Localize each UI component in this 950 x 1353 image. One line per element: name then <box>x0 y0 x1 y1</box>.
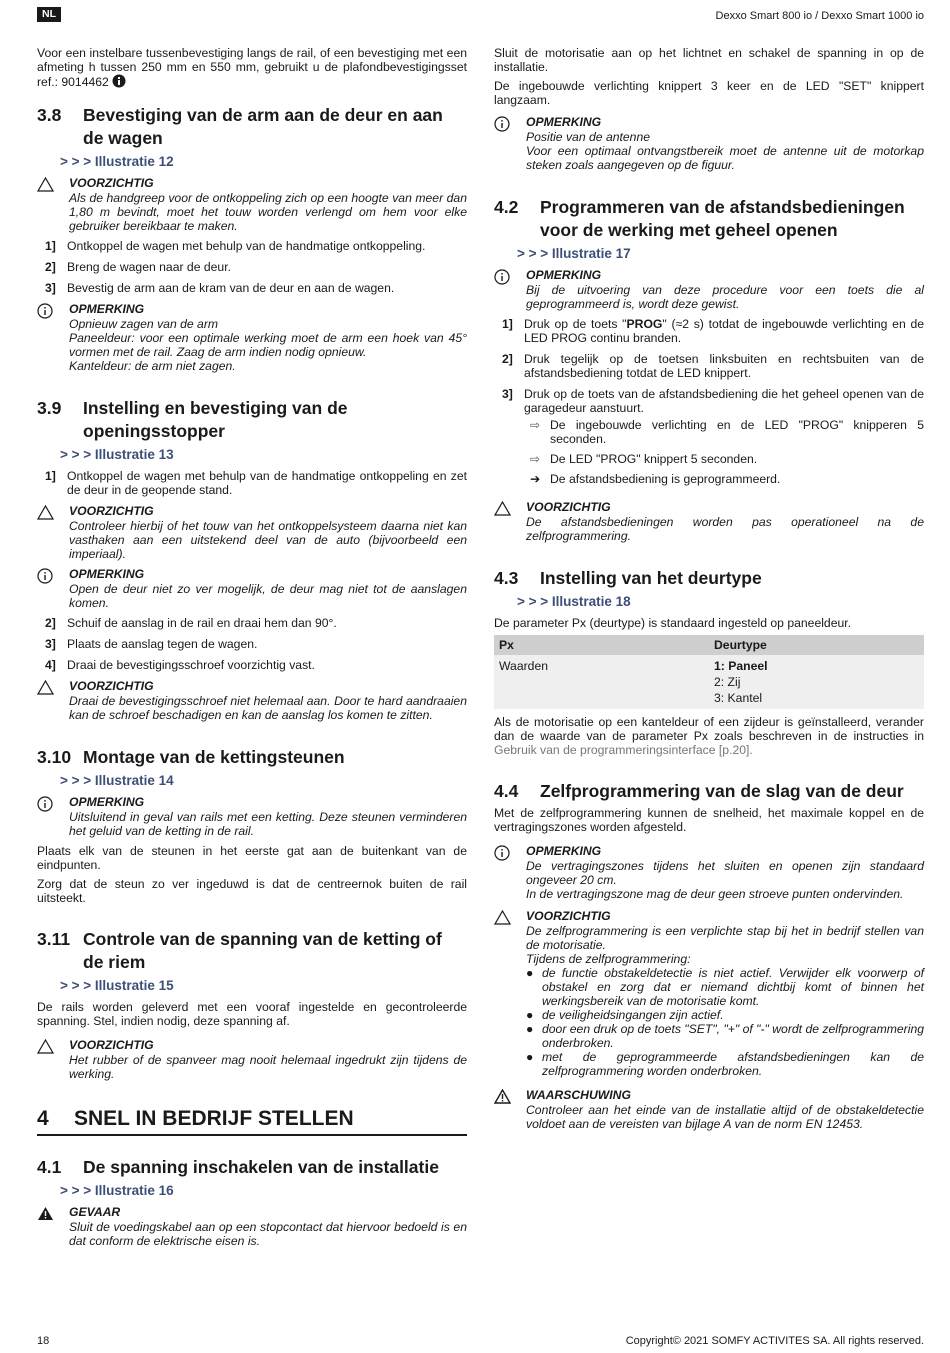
info-circle-icon <box>494 845 510 861</box>
info-circle-icon <box>37 303 53 319</box>
caution-box: VOORZICHTIG Draai de bevestigingsschroef niet helemaal aan. Door te hard aandraaien kan de schroef beschadigen en kan de aanslag los komen te zitten. <box>37 679 467 722</box>
info-circle-icon <box>494 269 510 285</box>
info-circle-icon <box>494 116 510 132</box>
paragraph: De ingebouwde verlichting knippert 3 keer en de LED "SET" knippert langzaam. <box>494 79 924 107</box>
paragraph: De parameter Px (deurtype) is standaard ingesteld op paneeldeur. <box>494 616 852 630</box>
warning-box: WAARSCHUWING Controleer aan het einde van de installatie altijd of de obstakeldetectie voldoet aan de vereisten van bijlage A van de norm EN 12453. <box>494 1088 924 1131</box>
section-heading-3-8: 3.8 Bevestiging van de arm aan de deur en aan de wagen <box>37 105 443 148</box>
section-heading-3-11: 3.11 Controle van de spanning van de ketting of de riem <box>37 929 442 972</box>
caution-box: VOORZICHTIG Als de handgreep voor de ontkoppeling zich op een hoogte van meer dan 1,80 m bevindt, moet het touw worden verlengd om hem voor elke gebruiker bereikbaar te maken. <box>37 176 467 233</box>
note-box: OPMERKING Opnieuw zagen van de arm Paneeldeur: voor een optimale werking moet de arm een hoek van 45° vormen met de rail. Zaag de arm indien nodig opnieuw. Kanteldeur: de arm niet zagen. <box>37 302 467 373</box>
bullet-item: ● de functie obstakeldetectie is niet actief. Verwijder elk voorwerp of obstakel en zorg dat er niemand dichtbij komt of binnen het werkingsbereik van de motorisatie komt. <box>526 966 924 1008</box>
step-item: 3] Druk op de toets van de afstandsbediening die het geheel openen van de garagedeur aanstuurt. ⇨ De ingebouwde verlichting en de LED "PROG" knipperen 5 seconden. ⇨ De LED "PROG" knippert 5 seconden. ➔ De afstandsbediening is geprogrammeerd. <box>502 387 924 486</box>
bullet-item: ● door een druk op de toets "SET", "+" of "-" wordt de zelfprogrammering onderbroken. <box>526 1022 924 1050</box>
section-heading-4-3: 4.3 Instelling van het deurtype <box>494 568 762 588</box>
cross-reference-link[interactable]: Gebruik van de programmeringsinterface [p.20]. <box>494 743 753 757</box>
caution-triangle-icon <box>37 177 54 192</box>
section-heading-4-4: 4.4 Zelfprogrammering van de slag van de deur <box>494 781 904 801</box>
step-item: 2] Breng de wagen naar de deur. <box>45 260 231 274</box>
note-box: OPMERKING Positie van de antenne Voor een optimaal ontvangstbereik moet de antenne uit de motorkap steken zoals aangegeven op de figuur. <box>494 115 924 172</box>
step-item: 1] Druk op de toets "PROG" (≈2 s) totdat de ingebouwde verlichting en de LED PROG continu branden. <box>502 317 925 345</box>
caution-triangle-icon <box>37 680 54 695</box>
copyright: Copyright© 2021 SOMFY ACTIVITES SA. All rights reserved. <box>625 1335 924 1347</box>
step-item: 2] Schuif de aanslag in de rail en draai hem dan 90°. <box>45 616 337 630</box>
section-heading-4-2: 4.2 Programmeren van de afstandsbedieningen voor de werking met geheel openen <box>494 197 905 240</box>
caution-triangle-icon <box>494 910 511 925</box>
page-number: 18 <box>37 1335 50 1347</box>
note-box: OPMERKING Bij de uitvoering van deze procedure voor een toets die al geprogrammeerd is, wordt deze gewist. <box>494 268 924 311</box>
caution-triangle-icon <box>37 1039 54 1054</box>
section-heading-3-9: 3.9 Instelling en bevestiging van de openingsstopper <box>37 398 348 441</box>
section-heading-3-10: 3.10 Montage van de kettingsteunen <box>37 747 345 767</box>
illustration-link-12[interactable]: > > > Illustratie 12 <box>60 154 174 169</box>
step-item: 3] Bevestig de arm aan de kram van de deur en aan de wagen. <box>45 281 395 295</box>
paragraph: Plaats elk van de steunen in het eerste gat aan de buitenkant van de eindpunten. <box>37 844 467 872</box>
illustration-link-15[interactable]: > > > Illustratie 15 <box>60 978 174 993</box>
step-item: 3] Plaats de aanslag tegen de wagen. <box>45 637 258 651</box>
section-heading-4-1: 4.1 De spanning inschakelen van de installatie <box>37 1157 439 1177</box>
step-item: 4] Draai de bevestigingsschroef voorzichtig vast. <box>45 658 315 672</box>
danger-box: GEVAAR Sluit de voedingskabel aan op een stopcontact dat hiervoor bedoeld is en dat conform de elektrische eisen is. <box>37 1205 467 1248</box>
step-item: 1] Ontkoppel de wagen met behulp van de handmatige ontkoppeling en zet de deur in de geopende stand. <box>45 469 467 497</box>
step-list <box>37 239 467 295</box>
illustration-link-16[interactable]: > > > Illustratie 16 <box>60 1183 174 1198</box>
paragraph: De rails worden geleverd met een vooraf ingestelde en gecontroleerde spanning. Stel, indien nodig, deze spanning af. <box>37 1000 467 1028</box>
illustration-link-14[interactable]: > > > Illustratie 14 <box>60 773 174 788</box>
info-circle-icon <box>37 796 53 812</box>
arrow-outline-icon: ⇨ <box>530 418 541 432</box>
intro-paragraph: Voor een instelbare tussenbevestiging langs de rail, of een bevestiging met een afmeting h tussen 250 mm en 550 mm, gebruikt u de plafondbevestigingsset ref.: 9014462 <box>37 46 467 89</box>
parameter-table <box>494 635 924 709</box>
bullet-item: ● met de geprogrammeerde afstandsbedieningen kan de zelfprogrammering worden onderbroken. <box>526 1050 924 1078</box>
note-box: OPMERKING De vertragingszones tijdens het sluiten en openen zijn standaard ongeveer 20 cm. In de vertragingszone mag de deur geen stroeve punten ondervinden. <box>494 844 924 901</box>
sub-step: ⇨ De ingebouwde verlichting en de LED "PROG" knipperen 5 seconden. <box>530 418 924 446</box>
illustration-link-18[interactable]: > > > Illustratie 18 <box>517 594 631 609</box>
document-title: Dexxo Smart 800 io / Dexxo Smart 1000 io <box>715 10 924 22</box>
paragraph: Als de motorisatie op een kanteldeur of een zijdeur is geïnstalleerd, verander dan de waarde van de parameter Px zoals beschreven in de instructies in Gebruik van de programmeringsinterface [p.20]. <box>494 715 924 757</box>
paragraph: Met de zelfprogrammering kunnen de snelheid, het maximale koppel en de vertragingszones worden afgesteld. <box>494 806 924 834</box>
arrow-bold-icon: ➔ <box>530 472 541 486</box>
result-step: ➔ De afstandsbediening is geprogrammeerd. <box>530 472 781 486</box>
sub-step: ⇨ De LED "PROG" knippert 5 seconden. <box>530 452 758 466</box>
note-box: OPMERKING Open de deur niet zo ver mogelijk, de deur mag niet tot de aanslagen komen. <box>37 567 467 610</box>
paragraph: Zorg dat de steun zo ver ingeduwd is dat de centreernok buiten de rail uitsteekt. <box>37 877 467 905</box>
warning-triangle-icon <box>494 1089 511 1104</box>
info-circle-icon <box>37 568 53 584</box>
caution-triangle-icon <box>494 501 511 516</box>
chapter-heading-4: 4 SNEL IN BEDRIJF STELLEN <box>37 1105 467 1136</box>
note-box: OPMERKING Uitsluitend in geval van rails met een ketting. Deze steunen verminderen het geluid van de ketting in de rail. <box>37 795 467 838</box>
caution-box: VOORZICHTIG De zelfprogrammering is een verplichte stap bij het in bedrijf stellen van de motorisatie. Tijdens de zelfprogrammering: ● de functie obstakeldetectie is niet actief. Verwijder elk voorwerp of obstakel en zorg dat er niemand dichtbij komt of binnen het werkingsbereik van de motorisatie komt. ● de veiligheidsingangen zijn actief. ● door een druk op de toets "SET", "+" of "-" wordt de zelfprogrammering onderbroken. ● met de geprogrammeerde afstandsbedieningen kan de zelfprogrammering worden onderbroken. <box>494 909 924 1078</box>
caution-triangle-icon <box>37 505 54 520</box>
illustration-link-13[interactable]: > > > Illustratie 13 <box>60 447 174 462</box>
left-column <box>37 46 467 1254</box>
bullet-item: ● de veiligheidsingangen zijn actief. <box>526 1008 724 1022</box>
arrow-outline-icon: ⇨ <box>530 452 541 466</box>
step-item: 1] Ontkoppel de wagen met behulp van de handmatige ontkoppeling. <box>45 239 426 253</box>
info-filled-icon <box>112 74 126 88</box>
right-column <box>494 46 924 1137</box>
table-header: Px <box>494 635 709 655</box>
caution-box: VOORZICHTIG Het rubber of de spanveer mag nooit helemaal ingedrukt zijn tijdens de werking. <box>37 1038 467 1081</box>
caution-box: VOORZICHTIG De afstandsbedieningen worden pas operationeel na de zelfprogrammering. <box>494 500 924 543</box>
paragraph: Sluit de motorisatie aan op het lichtnet en schakel de spanning in op de installatie. <box>494 46 924 74</box>
danger-triangle-icon <box>37 1206 54 1221</box>
table-row: Waarden 1: Paneel 2: Zij 3: Kantel <box>494 655 924 709</box>
caution-box: VOORZICHTIG Controleer hierbij of het touw van het ontkoppelsysteem daarna niet kan vasthaken aan een uitstekend deel van de auto (bijvoorbeeld een imperiaal). <box>37 504 467 561</box>
table-header: Deurtype <box>709 635 924 655</box>
step-item: 2] Druk tegelijk op de toetsen linksbuiten en rechtsbuiten van de afstandsbediening totdat de LED knippert. <box>502 352 924 380</box>
language-tag: NL <box>37 7 61 22</box>
step-list <box>37 616 467 672</box>
illustration-link-17[interactable]: > > > Illustratie 17 <box>517 246 631 261</box>
